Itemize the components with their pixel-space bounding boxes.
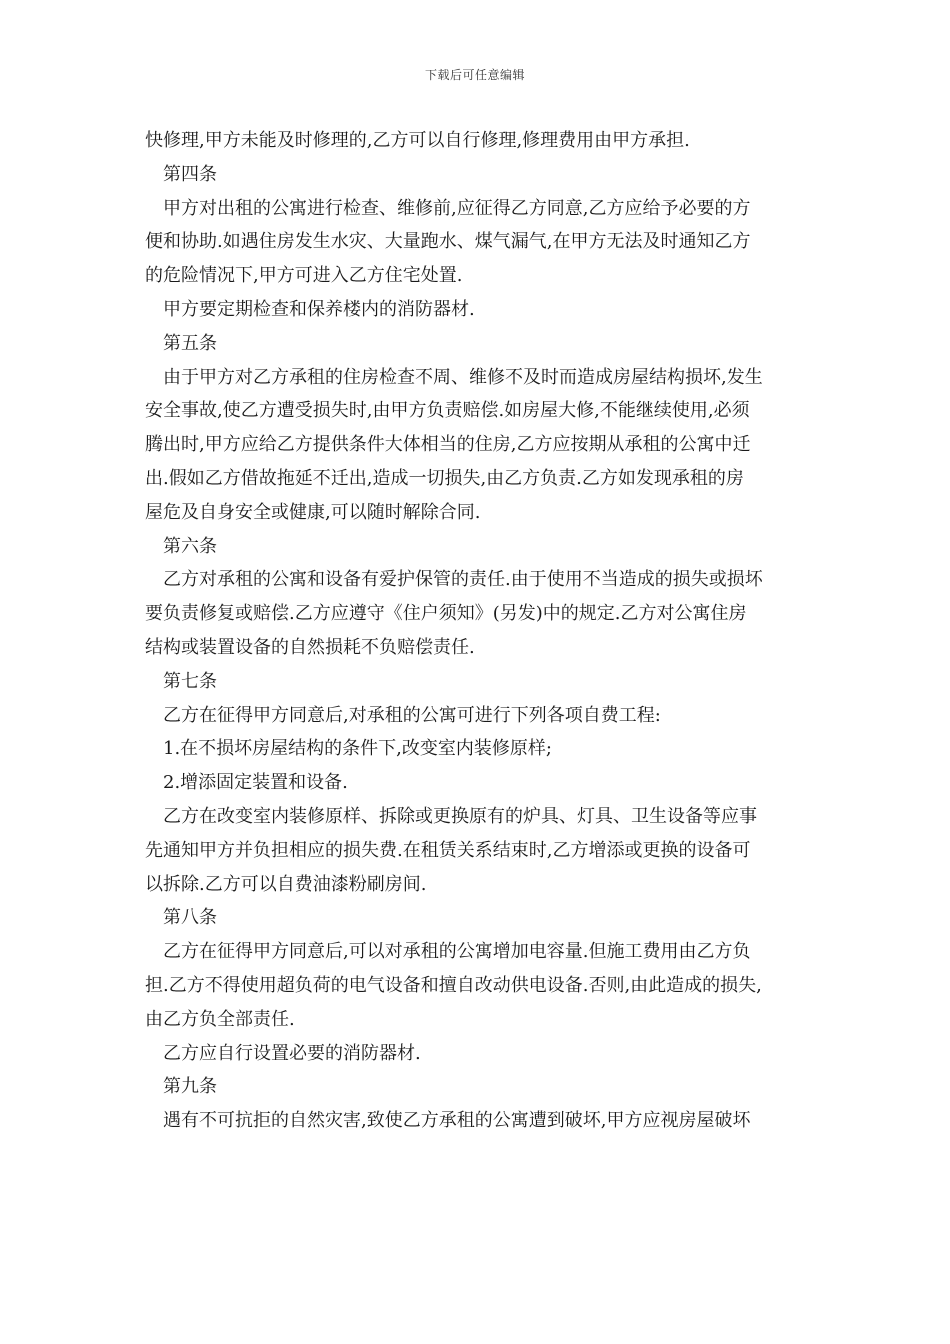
text-line: 腾出时,甲方应给乙方提供条件大体相当的住房,乙方应按期从承租的公寓中迁	[145, 434, 751, 456]
text-line: 乙方应自行设置必要的消防器材.	[163, 1042, 421, 1064]
page-header: 下载后可任意编辑	[424, 68, 525, 82]
text-line: 安全事故,使乙方遭受损失时,由甲方负责赔偿.如房屋大修,不能继续使用,必须	[145, 400, 750, 422]
text-line: 第六条	[163, 535, 217, 557]
text-line: 第八条	[163, 907, 217, 929]
text-line: 第九条	[163, 1076, 217, 1098]
text-line: 便和协助.如遇住房发生水灾、大量跑水、煤气漏气,在甲方无法及时通知乙方	[145, 231, 751, 253]
text-line: 第四条	[163, 163, 217, 185]
text-line: 乙方在征得甲方同意后,对承租的公寓可进行下列各项自费工程:	[163, 704, 661, 726]
text-line: 担.乙方不得使用超负荷的电气设备和擅自改动供电设备.否则,由此造成的损失,	[145, 974, 762, 996]
text-line: 快修理,甲方未能及时修理的,乙方可以自行修理,修理费用由甲方承担.	[145, 130, 690, 151]
text-line: 乙方在改变室内装修原样、拆除或更换原有的炉具、灯具、卫生设备等应事	[163, 805, 757, 827]
text-line: 遇有不可抗拒的自然灾害,致使乙方承租的公寓遭到破坏,甲方应视房屋破坏	[163, 1110, 751, 1132]
text-line: 乙方对承租的公寓和设备有爱护保管的责任.由于使用不当造成的损失或损坏	[163, 569, 763, 591]
text-line: 甲方对出租的公寓进行检查、维修前,应征得乙方同意,乙方应给予必要的方	[163, 197, 751, 219]
text-line: 出.假如乙方借故拖延不迁出,造成一切损失,由乙方负责.乙方如发现承租的房	[145, 467, 744, 489]
text-line: 甲方要定期检查和保养楼内的消防器材.	[163, 298, 475, 320]
text-line: 2.增添固定装置和设备.	[163, 772, 348, 794]
text-line: 第七条	[163, 670, 217, 692]
document-body	[145, 124, 815, 1138]
text-line: 结构或装置设备的自然损耗不负赔偿责任.	[145, 636, 475, 658]
text-line: 先通知甲方并负担相应的损失费.在租赁关系结束时,乙方增添或更换的设备可	[145, 839, 751, 861]
text-line: 的危险情况下,甲方可进入乙方住宅处置.	[145, 265, 463, 287]
text-line: 屋危及自身安全或健康,可以随时解除合同.	[145, 501, 481, 523]
text-line: 由乙方负全部责任.	[145, 1008, 295, 1030]
text-line: 第五条	[163, 332, 217, 354]
text-line: 由于甲方对乙方承租的住房检查不周、维修不及时而造成房屋结构损坏,发生	[163, 366, 763, 388]
text-line: 要负责修复或赔偿.乙方应遵守《住户须知》(另发)中的规定.乙方对公寓住房	[145, 603, 747, 625]
text-line: 以拆除.乙方可以自费油漆粉刷房间.	[145, 873, 427, 895]
text-line: 乙方在征得甲方同意后,可以对承租的公寓增加电容量.但施工费用由乙方负	[163, 941, 751, 963]
text-line: 1.在不损坏房屋结构的条件下,改变室内装修原样;	[163, 738, 552, 760]
